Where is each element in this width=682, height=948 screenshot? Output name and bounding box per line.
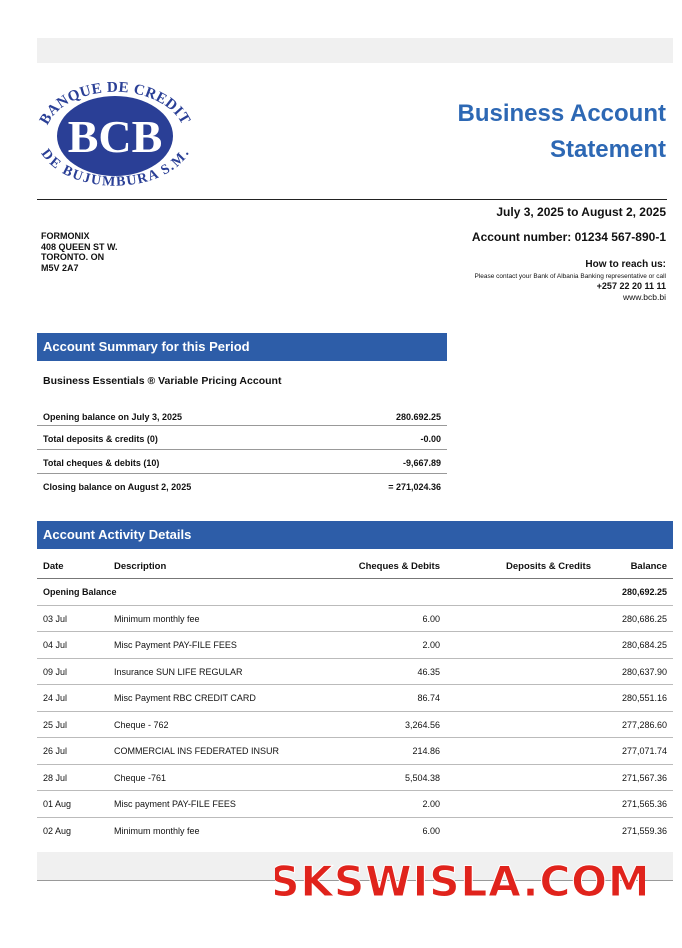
row-cheques: 46.35 (417, 666, 440, 677)
row-date: 28 Jul (43, 772, 68, 783)
logo-arc-bottom: DE BUJUMBURA S.M. (37, 146, 193, 187)
logo-initials: BCB (67, 111, 163, 162)
customer-name: FORMONIX (41, 231, 90, 241)
column-header-deposits: Deposits & Credits (506, 561, 591, 572)
contact-phone: +257 22 20 11 11 (596, 281, 666, 291)
opening-balance-label: Opening Balance (43, 587, 117, 597)
row-description: COMMERCIAL INS FEDERATED INSUR (114, 746, 280, 756)
row-cheques: 86.74 (417, 693, 440, 703)
row-balance: 277,286.60 (621, 719, 667, 730)
account-number: Account number: 01234 567-890-1 (471, 230, 666, 244)
row-cheques: 2.00 (422, 640, 440, 650)
summary-row (37, 426, 447, 450)
summary-label: Total deposits & credits (0) (43, 434, 158, 444)
top-band (37, 38, 673, 63)
row-date: 09 Jul (43, 666, 68, 677)
customer-address (41, 231, 118, 273)
row-cheques: 2.00 (422, 799, 440, 809)
row-cheques: 5,504.38 (404, 772, 440, 783)
customer-postal: M5V 2A7 (41, 262, 79, 273)
header-divider (37, 199, 667, 200)
activity-rows (37, 606, 673, 845)
row-description: Misc payment PAY-FILE FEES (114, 799, 236, 809)
row-description: Minimum monthly fee (114, 825, 200, 836)
table-row (37, 791, 673, 818)
row-description: Misc Payment RBC CREDIT CARD (114, 693, 256, 703)
row-balance: 271,567.36 (621, 772, 667, 783)
row-description: Minimum monthly fee (114, 613, 200, 624)
row-cheques: 3,264.56 (404, 719, 440, 730)
table-row (37, 659, 673, 686)
opening-balance-row (37, 579, 673, 606)
table-row (37, 606, 673, 633)
contact-note: Please contact your Bank of Albania Banking representative or call (474, 273, 666, 280)
row-balance: 280,551.16 (621, 693, 667, 703)
summary-heading: Account Summary for this Period (37, 333, 447, 361)
row-description: Cheque -761 (114, 772, 167, 783)
contact-website: www.bcb.bi (623, 292, 666, 302)
contact-block (474, 258, 666, 303)
row-description: Insurance SUN LIFE REGULAR (114, 666, 243, 677)
row-cheques: 6.00 (422, 825, 440, 836)
row-date: 01 Aug (43, 799, 72, 809)
row-balance: 271,565.36 (621, 799, 667, 809)
activity-header-row (37, 553, 673, 579)
summary-row (37, 450, 447, 474)
column-header-balance: Balance (630, 561, 667, 572)
customer-street: 408 QUEEN ST W. (41, 241, 118, 252)
row-balance: 271,559.36 (621, 825, 667, 836)
title-line-2: Statement (549, 136, 666, 163)
row-cheques: 214.86 (412, 746, 440, 756)
summary-value: -0.00 (420, 434, 441, 444)
contact-title: How to reach us: (585, 259, 666, 270)
watermark (275, 852, 645, 908)
table-row (37, 685, 673, 712)
summary-label: Total cheques & debits (10) (43, 458, 160, 468)
document-title (458, 96, 667, 168)
row-date: 02 Aug (43, 825, 72, 836)
table-row (37, 738, 673, 765)
opening-balance-value: 280,692.25 (621, 587, 667, 597)
row-balance: 280,637.90 (621, 666, 667, 677)
summary-label: Closing balance on August 2, 2025 (43, 482, 192, 492)
row-date: 04 Jul (43, 640, 68, 650)
table-row (37, 632, 673, 659)
row-balance: 280,684.25 (621, 640, 667, 650)
summary-row (37, 474, 447, 498)
row-cheques: 6.00 (422, 613, 440, 624)
summary-value: 280.692.25 (395, 412, 441, 422)
table-row (37, 712, 673, 739)
summary-value: = 271,024.36 (388, 482, 441, 492)
column-header-description: Description (114, 561, 167, 572)
customer-city: TORONTO. ON (41, 252, 105, 262)
row-date: 26 Jul (43, 746, 68, 756)
summary-label: Opening balance on July 3, 2025 (43, 412, 183, 422)
activity-heading: Account Activity Details (37, 521, 673, 549)
summary-table (37, 404, 447, 498)
table-row (37, 765, 673, 792)
column-header-cheques: Cheques & Debits (358, 561, 440, 572)
row-date: 03 Jul (43, 613, 68, 624)
statement-period: July 3, 2025 to August 2, 2025 (496, 205, 666, 219)
summary-row (37, 404, 447, 426)
summary-product: Business Essentials ® Variable Pricing Account (43, 375, 282, 387)
row-date: 25 Jul (43, 719, 68, 730)
row-description: Misc Payment PAY-FILE FEES (114, 640, 237, 650)
logo-arc-top: BANQUE DE CREDIT (36, 79, 194, 128)
bank-logo (30, 72, 200, 187)
table-row (37, 818, 673, 845)
row-balance: 280,686.25 (621, 613, 667, 624)
summary-value: -9,667.89 (402, 458, 441, 468)
watermark-graphic (275, 852, 645, 908)
row-balance: 277,071.74 (621, 746, 667, 756)
row-description: Cheque - 762 (114, 719, 169, 730)
row-date: 24 Jul (43, 693, 68, 703)
activity-table (37, 553, 673, 844)
title-line-1: Business Account (457, 100, 666, 127)
column-header-date: Date (43, 561, 64, 572)
watermark-text: SKSWISLA.COM (275, 857, 645, 906)
bank-logo-graphic (30, 72, 200, 187)
